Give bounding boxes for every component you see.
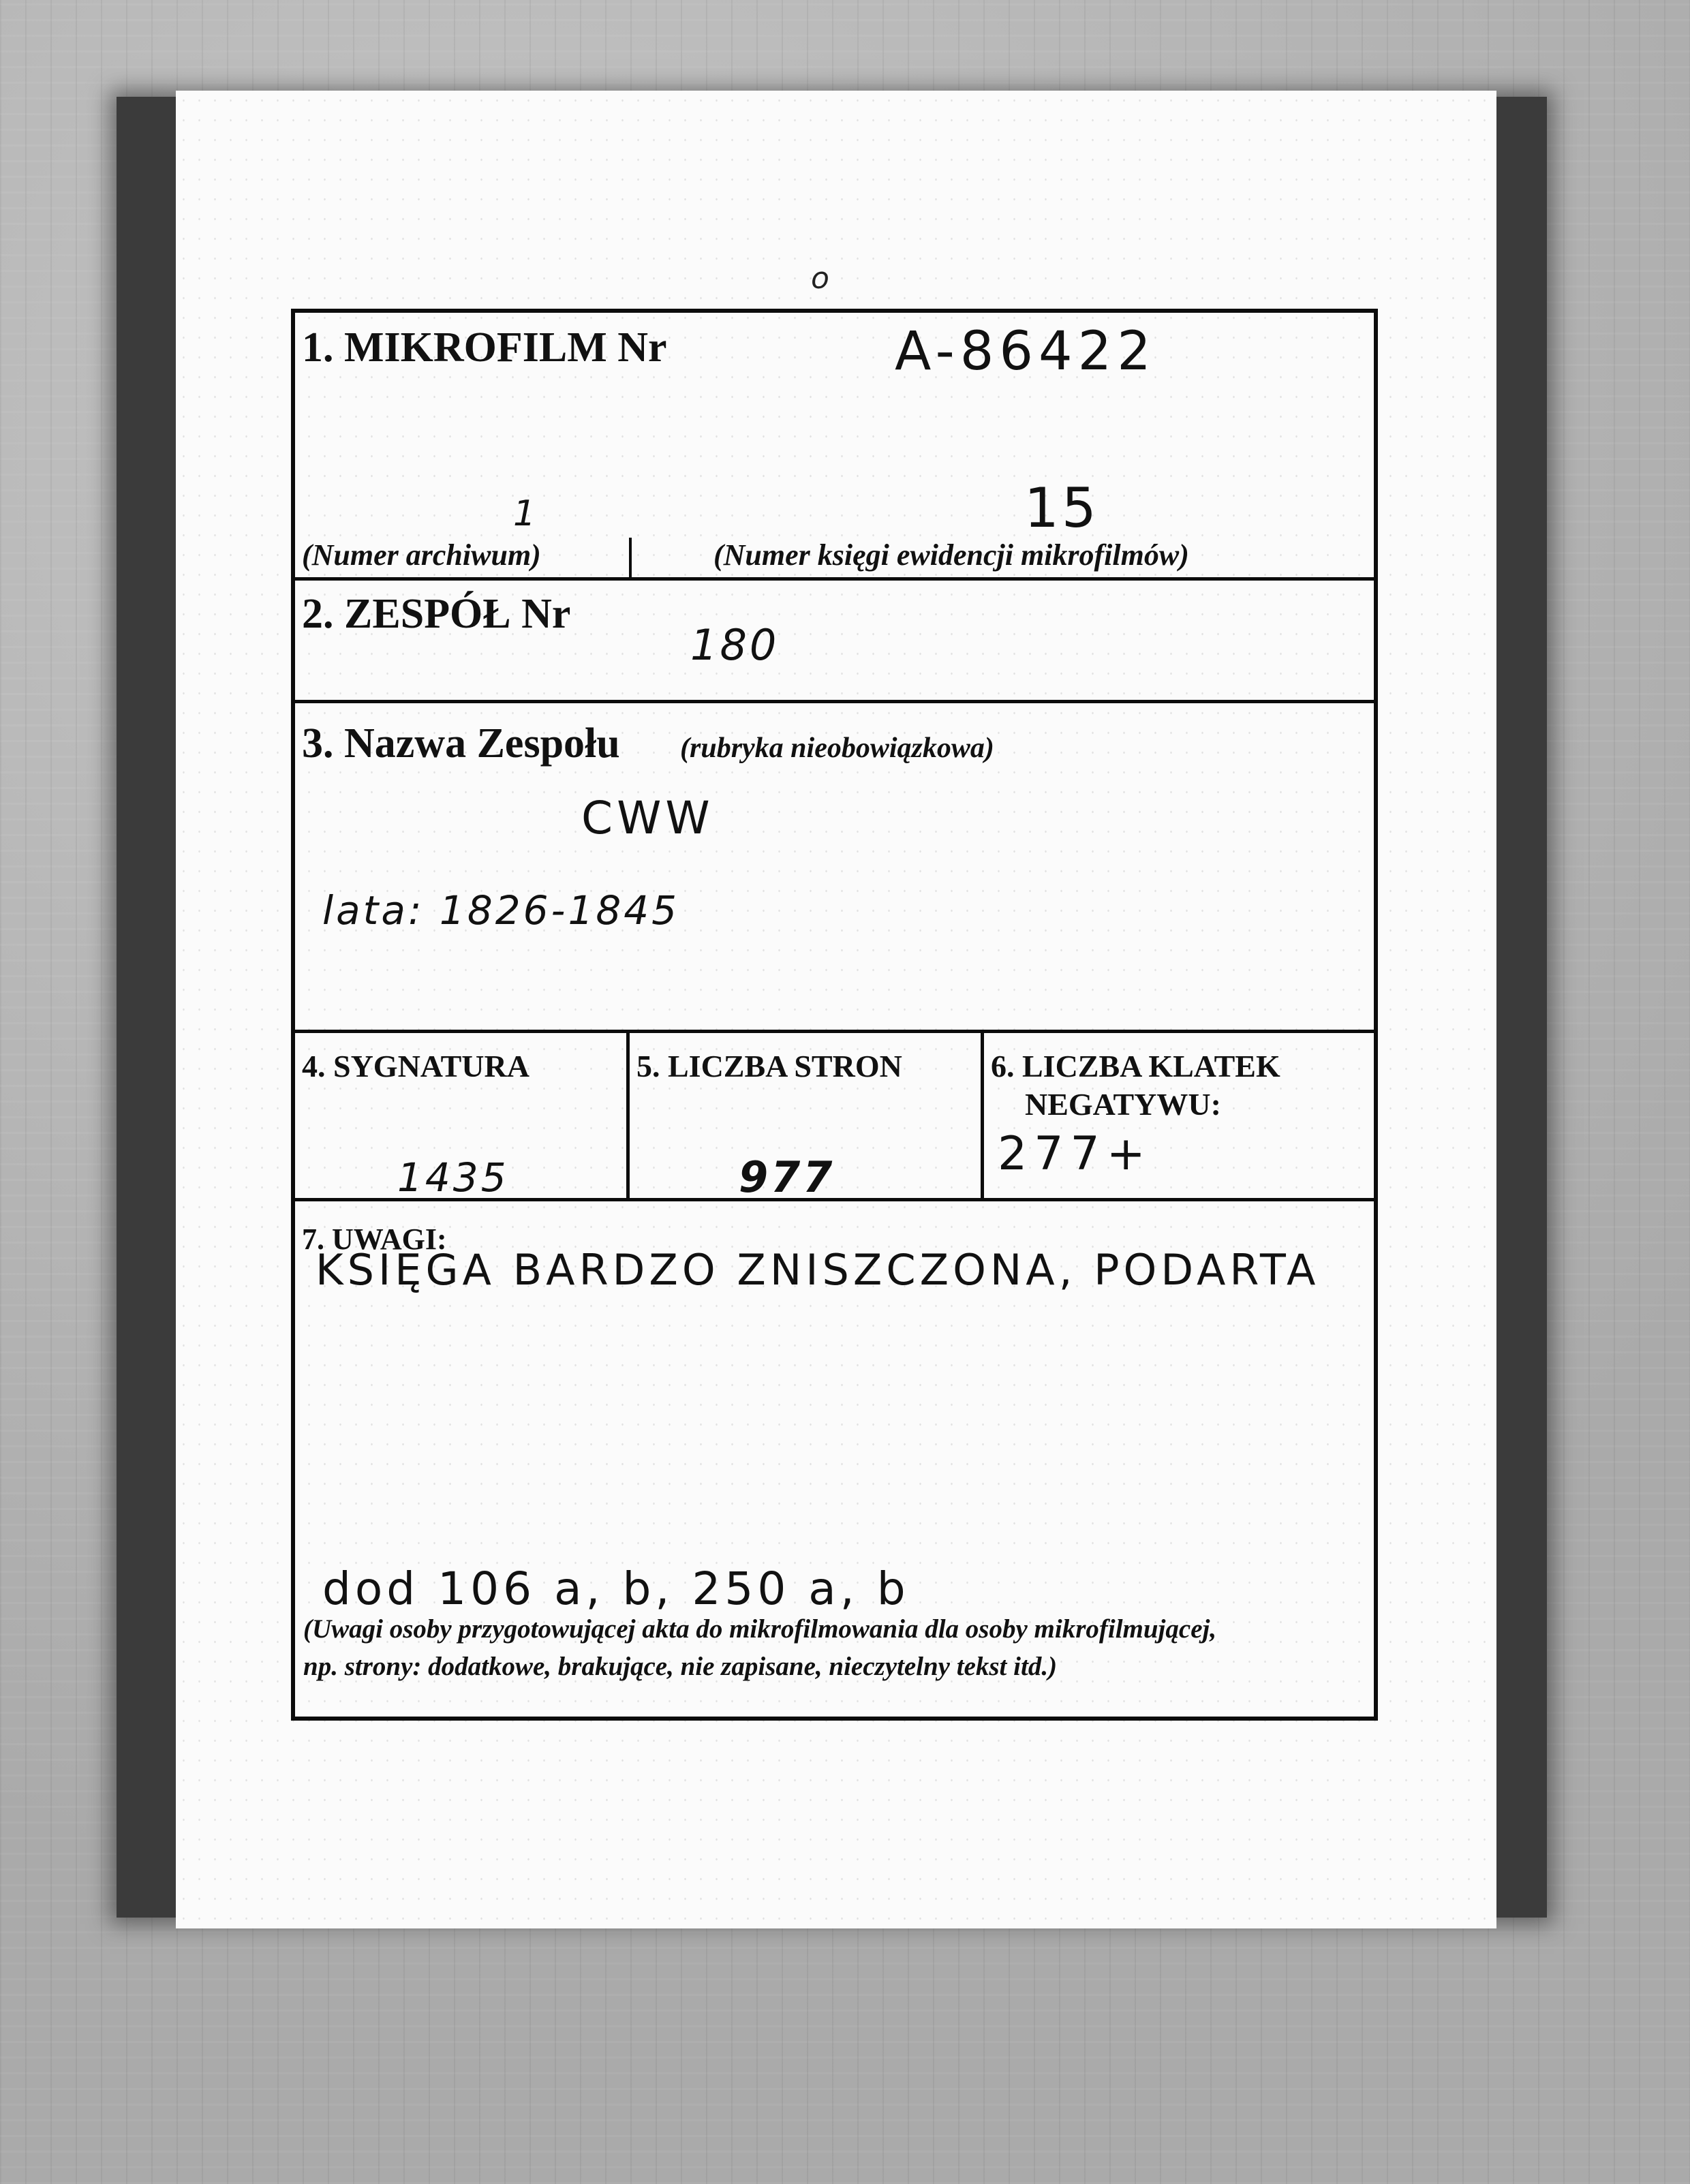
cell-sygnatura xyxy=(295,1033,626,1201)
liczba-klatek-label-line2: NEGATYWU: xyxy=(1025,1087,1221,1122)
record-form xyxy=(291,309,1378,1721)
register-number-label: (Numer księgi ewidencji mikrofilmów) xyxy=(713,538,1189,572)
nazwa-zespolu-value: CWW xyxy=(581,792,714,844)
nazwa-zespolu-label: 3. Nazwa Zespołu xyxy=(302,720,620,767)
sygnatura-value: 1435 xyxy=(397,1154,509,1201)
archive-number-value: 1 xyxy=(513,493,539,534)
nazwa-zespolu-years: lata: 1826-1845 xyxy=(322,887,680,934)
section-uwagi xyxy=(295,1201,1374,1717)
uwagi-instruction-line2: np. strony: dodatkowe, brakujące, nie zapisane, nieczytelny tekst itd.) xyxy=(303,1652,1058,1681)
uwagi-instruction-line1: (Uwagi osoby przygotowującej akta do mikrofilmowania dla osoby mikrofilmującej, xyxy=(303,1614,1217,1644)
top-mark: o xyxy=(811,261,829,296)
archive-number-label: (Numer archiwum) xyxy=(302,538,541,572)
mikrofilm-label: 1. MIKROFILM Nr xyxy=(302,324,667,371)
cell-liczba-stron xyxy=(626,1033,981,1202)
mikrofilm-number-value: A-86422 xyxy=(895,321,1156,382)
sygnatura-label: 4. SYGNATURA xyxy=(302,1049,529,1083)
register-number-value: 15 xyxy=(1024,476,1099,540)
uwagi-handwritten-line2: dod 106 a, b, 250 a, b xyxy=(322,1563,910,1615)
cell-liczba-klatek xyxy=(981,1033,1374,1198)
nazwa-zespolu-note: (rubryka nieobowiązkowa) xyxy=(680,733,994,764)
uwagi-handwritten-line1: KSIĘGA BARDZO ZNISZCZONA, PODARTA xyxy=(316,1245,1320,1295)
liczba-stron-label: 5. LICZBA STRON xyxy=(636,1049,902,1083)
section-counts xyxy=(295,1033,1374,1201)
liczba-stron-value: 977 xyxy=(739,1152,835,1202)
zespol-value: 180 xyxy=(690,620,780,670)
uwagi-label: 7. UWAGI: xyxy=(302,1222,447,1256)
archive-divider xyxy=(629,538,632,577)
zespol-label: 2. ZESPÓŁ Nr xyxy=(302,591,571,637)
liczba-klatek-label-line1: 6. LICZBA KLATEK xyxy=(991,1049,1280,1083)
section-mikrofilm xyxy=(295,313,1374,581)
liczba-klatek-value: 277+ xyxy=(998,1127,1152,1181)
section-nazwa-zespolu xyxy=(295,703,1374,1033)
section-zespol xyxy=(295,581,1374,703)
